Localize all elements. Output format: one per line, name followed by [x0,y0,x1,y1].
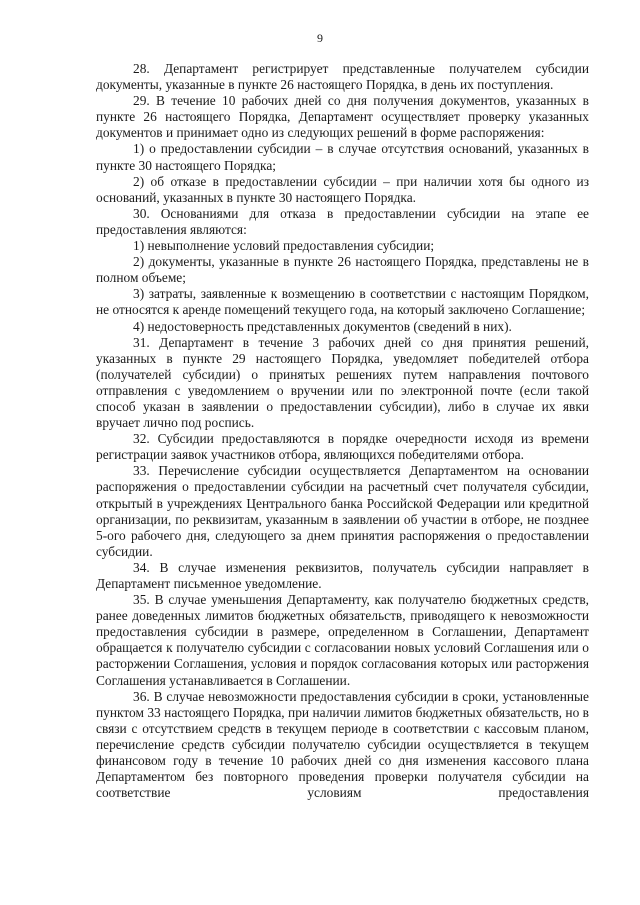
paragraph-31: 31. Департамент в течение 3 рабочих дней со дня принятия решений, указанных в пункте 29 настоящего Порядка, уведомляет победителей отбора (получателей субсидии) о принятых решениях путем направления почтового отправления с уведомлением о вручении или по электронной почте (если такой способ указан в заявлении о предоставлении субсидии), либо в случае их явки вручает лично под роспись. [96,334,589,431]
paragraph-33: 33. Перечисление субсидии осуществляется Департаментом на основании распоряжения о предоставлении субсидии на расчетный счет получателя субсидии, открытый в учреждениях Центрального банка Российской Федерации или кредитной организации, по реквизитам, указанным в заявлении об участии в отборе, не позднее 5-ого рабочего дня, следующего за днем принятия распоряжения о предоставлении субсидии. [96,463,589,559]
paragraph-28: 28. Департамент регистрирует представленные получателем субсидии документы, указанные в пункте 26 настоящего Порядка, в день их поступления. [96,61,589,93]
page-number: 9 [317,31,323,45]
paragraph-29-item-1: 1) о предоставлении субсидии – в случае отсутствия оснований, указанных в пункте 30 настоящего Порядка; [96,141,589,173]
paragraph-35: 35. В случае уменьшения Департаменту, как получателю бюджетных средств, ранее доведенных лимитов бюджетных обязательств, приводящего к невозможности предоставления субсидии в размере, определенном в Соглашении, Департамент обращается к получателю субсидии с согласовании новых условий Соглашения или о расторжении Соглашения, условия и порядок согласования которых или расторжения Соглашения устанавливается в Соглашении. [96,592,589,688]
paragraph-30-item-3: 3) затраты, заявленные к возмещению в соответствии с настоящим Порядком, не относятся к аренде помещений текущего года, на который заключено Соглашение; [96,286,589,318]
paragraph-30-item-1: 1) невыполнение условий предоставления субсидии; [133,238,435,254]
document-body [96,61,589,801]
paragraph-34: 34. В случае изменения реквизитов, получатель субсидии направляет в Департамент письменное уведомление. [96,559,589,591]
paragraph-29-item-2: 2) об отказе в предоставлении субсидии – при наличии хотя бы одного из оснований, указанных в пункте 30 настоящего Порядка. [96,173,589,205]
paragraph-30-item-2: 2) документы, указанные в пункте 26 настоящего Порядка, представлены не в полном объеме; [96,254,589,286]
paragraph-36: 36. В случае невозможности предоставления субсидии в сроки, установленные пунктом 33 настоящего Порядка, при наличии лимитов бюджетных обязательств, но в связи с отсутствием средств в текущем периоде в соответствии с кассовым планом, перечисление средств субсидии получателю субсидии осуществляется в текущем финансовом году в течение 10 рабочих дней со дня изменения кассового плана Департаментом без повторного проведения проверки получателя субсидии на соответствие условиям предоставления [96,688,589,801]
paragraph-30: 30. Основаниями для отказа в предоставлении субсидии на этапе ее предоставления являются: [96,205,589,237]
paragraph-32: 32. Субсидии предоставляются в порядке очередности исходя из времени регистрации заявок участников отбора, являющихся победителями отбора. [96,431,589,463]
paragraph-29: 29. В течение 10 рабочих дней со дня получения документов, указанных в пункте 26 настоящего Порядка, Департамент осуществляет проверку указанных документов и принимает одно из следующих решений в форме распоряжения: [96,93,589,141]
paragraph-30-item-4: 4) недостоверность представленных документов (сведений в них). [133,318,512,334]
